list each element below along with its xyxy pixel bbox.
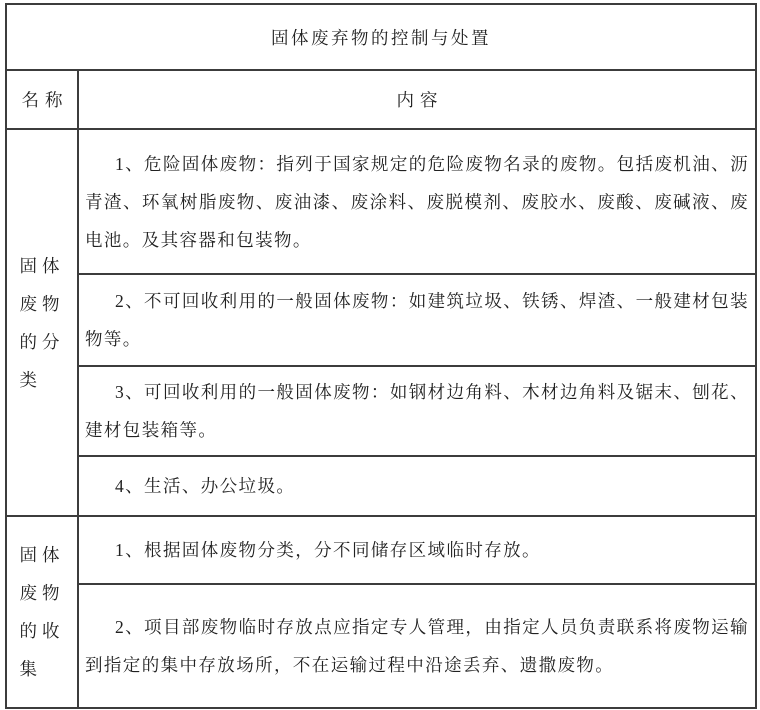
collection-label-line: 固体	[19, 545, 65, 565]
classification-label-cell	[7, 130, 79, 515]
collection-rows	[79, 517, 755, 707]
table-row	[79, 130, 755, 275]
row-text-non-recyclable-waste: 2、不可回收利用的一般固体废物：如建筑垃圾、铁锈、焊渣、一般建材包装物等。	[85, 291, 749, 349]
classification-label-line: 类	[19, 369, 42, 390]
header-name-label: 名称	[21, 90, 69, 110]
classification-label-line: 废物	[19, 293, 65, 314]
collection-label-line: 的收	[19, 621, 65, 641]
row-text-recyclable-waste: 3、可回收利用的一般固体废物：如钢材边角料、木材边角料及锯末、刨花、建材包装箱等。	[85, 382, 749, 440]
collection-label	[20, 536, 65, 688]
header-name-cell	[7, 71, 79, 128]
table-row	[79, 275, 755, 367]
row-text-temporary-storage-management: 2、项目部废物临时存放点应指定专人管理，由指定人员负责联系将废物运输到指定的集中存放场所，不在运输过程中沿途丢弃、遗撒废物。	[85, 617, 749, 675]
header-content-cell	[79, 71, 755, 128]
table-row	[79, 517, 755, 585]
classification-label	[20, 247, 65, 399]
table-row	[79, 585, 755, 707]
row-text-domestic-office-waste: 4、生活、办公垃圾。	[115, 476, 296, 496]
section-waste-classification	[7, 130, 755, 517]
table-header-row	[7, 71, 755, 130]
collection-label-cell	[7, 517, 79, 707]
row-text-storage-by-category: 1、根据固体废物分类，分不同储存区域临时存放。	[115, 540, 541, 560]
solid-waste-control-table	[5, 3, 757, 709]
classification-label-line: 固体	[19, 255, 65, 276]
table-row	[79, 367, 755, 457]
classification-rows	[79, 130, 755, 515]
collection-label-line: 集	[19, 659, 42, 679]
section-waste-collection	[7, 517, 755, 707]
table-row	[79, 457, 755, 515]
row-text-hazardous-waste: 1、危险固体废物：指列于国家规定的危险废物名录的废物。包括废机油、沥青渣、环氧树脂废物、废油漆、废涂料、废脱模剂、废胶水、废酸、废碱液、废电池。及其容器和包装物。	[85, 153, 749, 250]
table-title: 固体废弃物的控制与处置	[7, 5, 755, 71]
header-content-label: 内容	[396, 90, 444, 110]
collection-label-line: 废物	[19, 583, 65, 603]
classification-label-line: 的分	[19, 331, 65, 352]
